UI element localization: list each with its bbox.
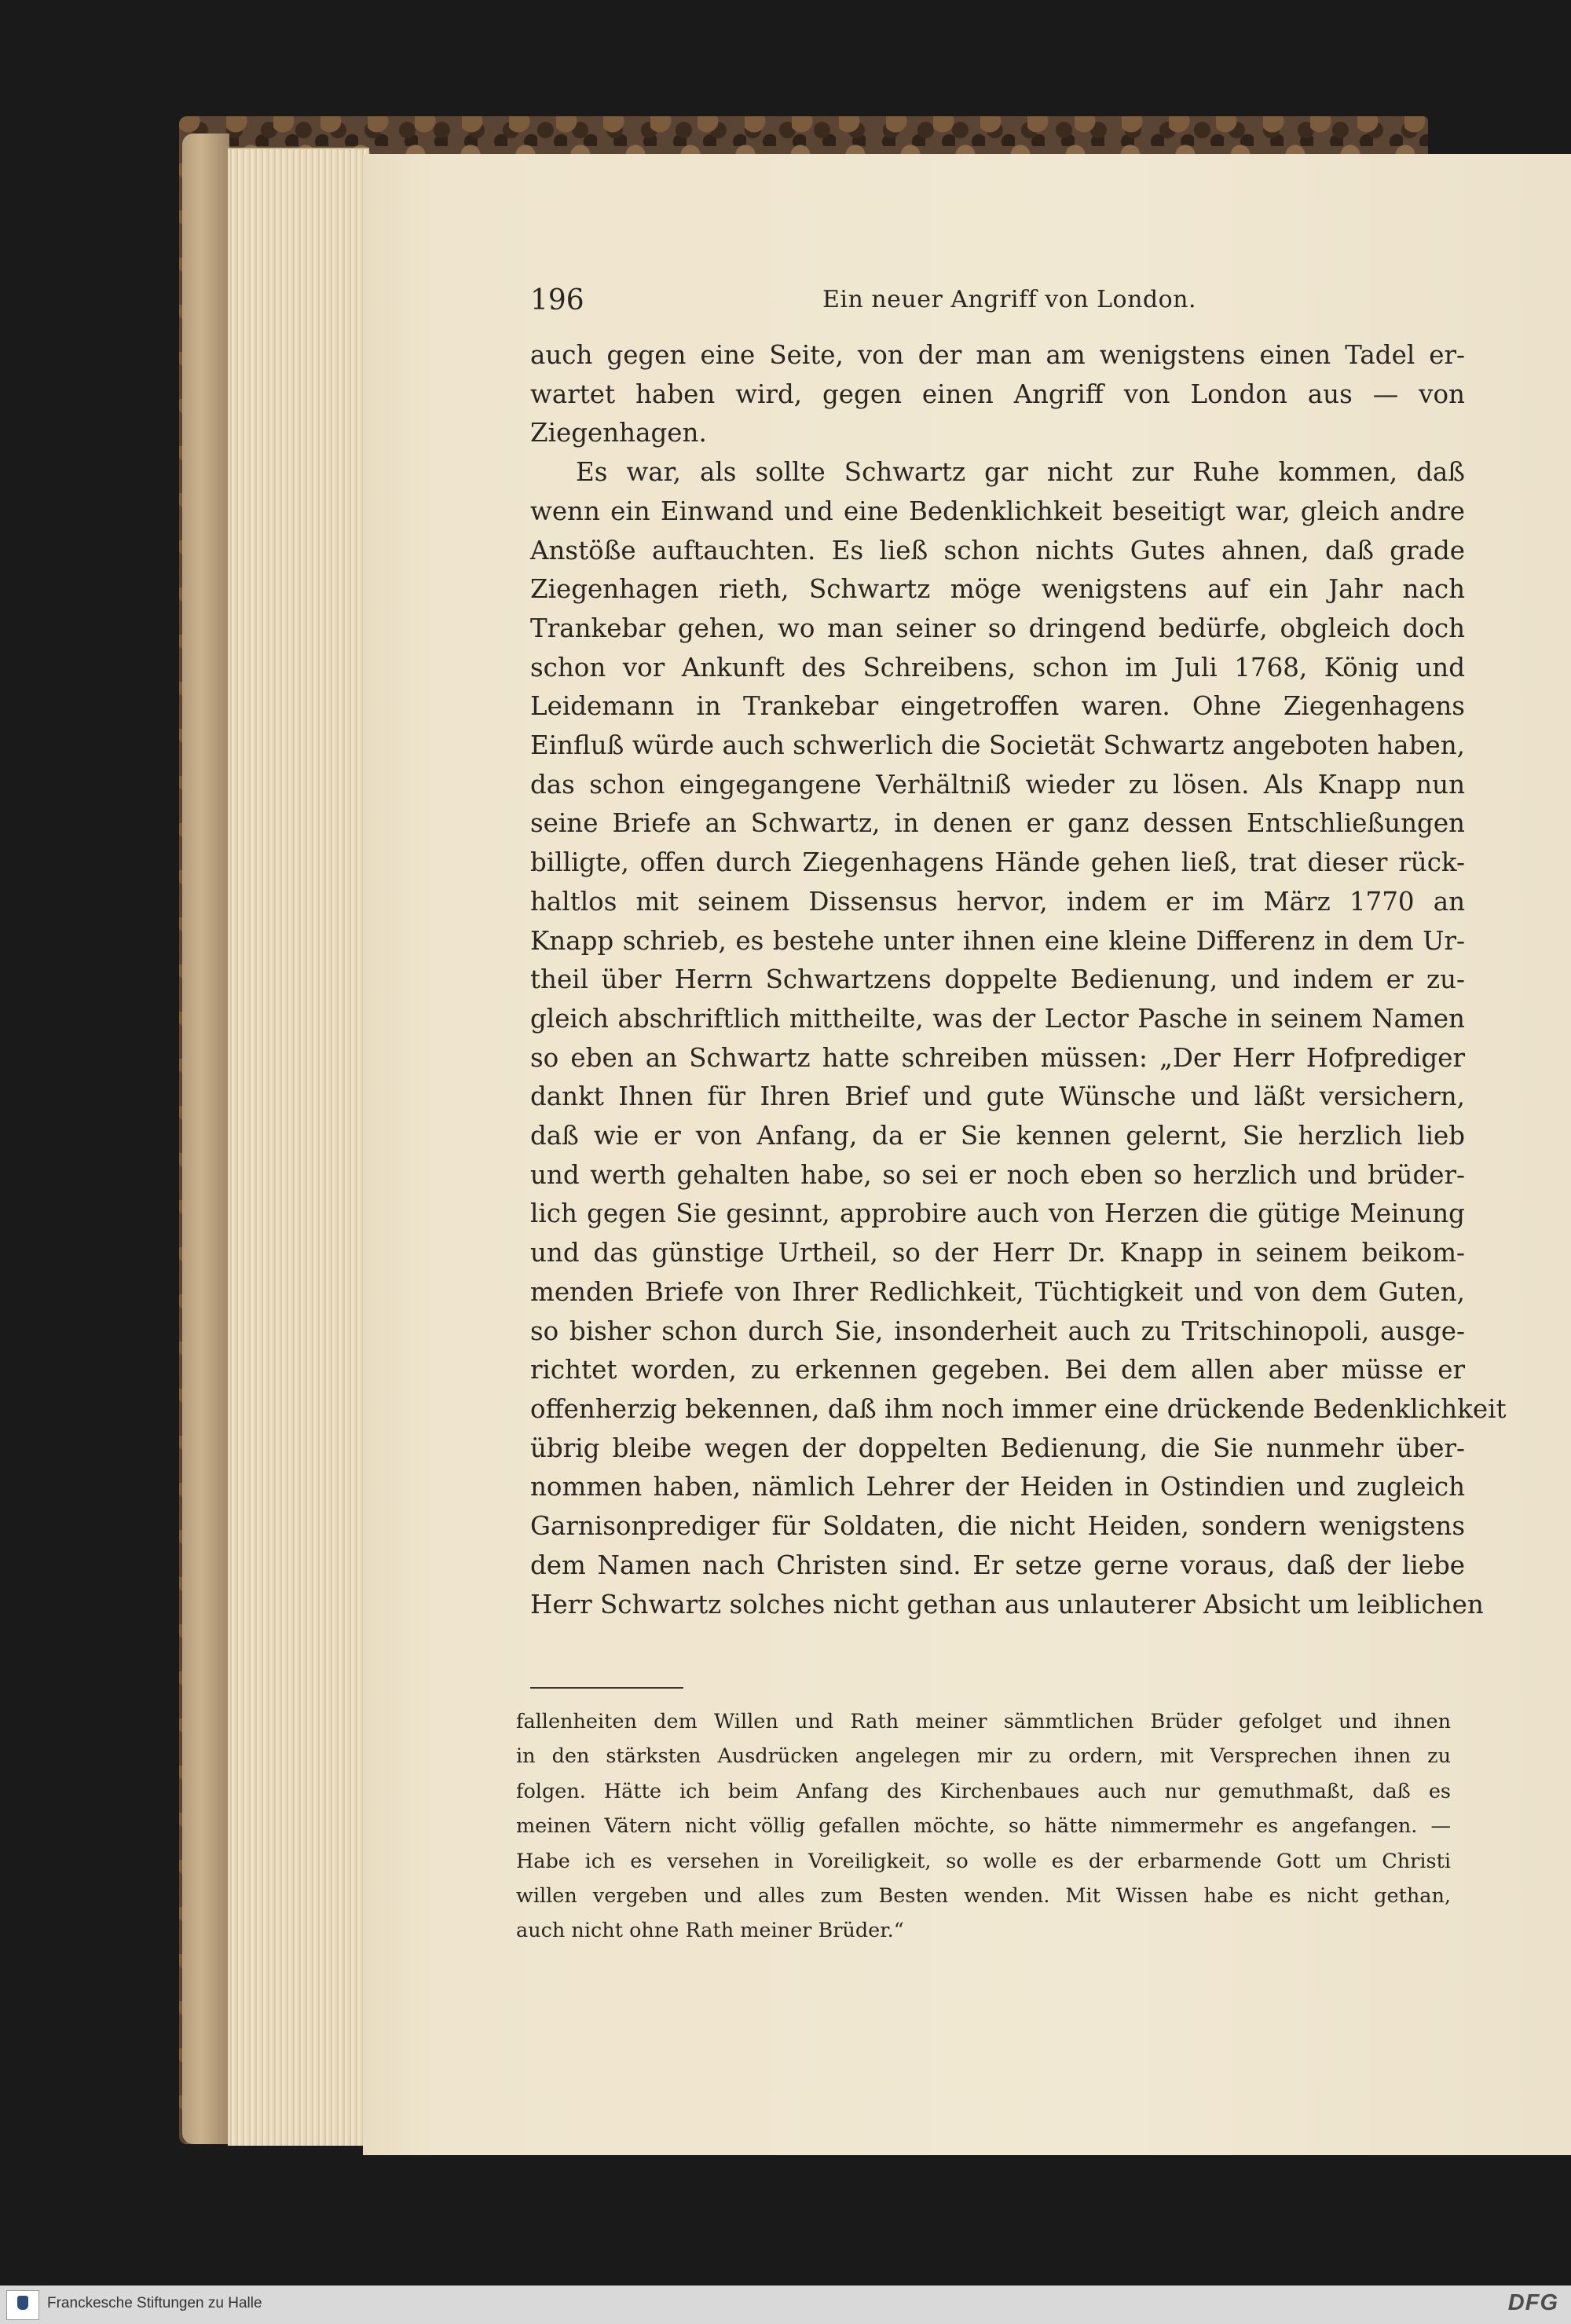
- body-line: Ziegenhagen rieth, Schwartz möge wenigstens auf ein Jahr nach: [530, 574, 1465, 605]
- body-line: übrig bleibe wegen der doppelten Bedienung, die Sie nunmehr über-: [530, 1433, 1465, 1463]
- footnote-line: willen vergeben und alles zum Besten wenden. Mit Wissen habe es nicht gethan,: [516, 1884, 1451, 1909]
- body-text: [530, 336, 1507, 1624]
- footnote-line: meinen Vätern nicht völlig gefallen möchte, so hätte nimmermehr es angefangen. —: [516, 1814, 1451, 1839]
- body-line: Einfluß würde auch schwerlich die Societät Schwartz angeboten haben,: [530, 730, 1465, 761]
- body-line: nommen haben, nämlich Lehrer der Heiden in Ostindien und zugleich: [530, 1472, 1465, 1502]
- body-line: Leidemann in Trankebar eingetroffen waren. Ohne Ziegenhagens: [530, 691, 1465, 722]
- body-line: Trankebar gehen, wo man seiner so dringend bedürfe, obgleich doch: [530, 613, 1465, 643]
- body-line: seine Briefe an Schwartz, in denen er ganz dessen Entschließungen: [530, 808, 1465, 839]
- book-spine-edge: [182, 134, 229, 2144]
- body-line: daß wie er von Anfang, da er Sie kennen gelernt, Sie herzlich lieb: [530, 1121, 1465, 1151]
- body-line: menden Briefe von Ihrer Redlichkeit, Tüchtigkeit und von dem Guten,: [530, 1276, 1465, 1307]
- body-line: Es war, als sollte Schwartz gar nicht zur Ruhe kommen, daß: [576, 457, 1465, 488]
- dfg-logo[interactable]: DFG: [1507, 2290, 1558, 2315]
- body-line: wartet haben wird, gegen einen Angriff von London aus — von: [530, 379, 1465, 409]
- body-line: schon vor Ankunft des Schreibens, schon im Juli 1768, König und: [530, 652, 1465, 683]
- body-line: Herr Schwartz solches nicht gethan aus unlauterer Absicht um leiblichen: [530, 1589, 1484, 1619]
- running-title: Ein neuer Angriff von London.: [822, 286, 1197, 313]
- footnote-line: folgen. Hätte ich beim Anfang des Kirchenbaues auch nur gemuthmaßt, daß es: [516, 1779, 1451, 1803]
- footnote-rule: [530, 1687, 683, 1689]
- body-line: Anstöße auftauchten. Es ließ schon nichts Gutes ahnen, daß grade: [530, 535, 1465, 565]
- page-stack: [228, 148, 369, 2146]
- institution-link[interactable]: Franckesche Stiftungen zu Halle: [47, 2295, 262, 2311]
- body-line: so eben an Schwartz hatte schreiben müssen: „Der Herr Hofprediger: [530, 1042, 1465, 1073]
- body-line: dem Namen nach Christen sind. Er setze gerne voraus, daß der liebe: [530, 1550, 1465, 1580]
- footnote-line: auch nicht ohne Rath meiner Brüder.“: [516, 1919, 904, 1943]
- body-line: auch gegen eine Seite, von der man am wenigstens einen Tadel er-: [530, 340, 1465, 370]
- footnote-line: in den stärksten Ausdrücken angelegen mir zu ordern, mit Versprechen ihnen zu: [516, 1744, 1451, 1769]
- body-line: theil über Herrn Schwartzens doppelte Bedienung, und indem er zu-: [530, 964, 1465, 995]
- institution-logo-icon[interactable]: [6, 2290, 39, 2320]
- body-line: gleich abschriftlich mittheilte, was der Lector Pasche in seinem Namen: [530, 1003, 1465, 1034]
- page-number: 196: [530, 284, 584, 317]
- footnote-line: fallenheiten dem Willen und Rath meiner sämmtlichen Brüder gefolget und ihnen: [516, 1710, 1451, 1733]
- viewer-footer: [0, 2286, 1571, 2324]
- page-header: [530, 284, 1465, 331]
- body-line: dankt Ihnen für Ihren Brief und gute Wünsche und läßt versichern,: [530, 1081, 1465, 1112]
- body-line: offenherzig bekennen, daß ihm noch immer eine drückende Bedenklichkeit: [530, 1393, 1507, 1424]
- body-line: so bisher schon durch Sie, insonderheit auch zu Tritschinopoli, ausge-: [530, 1316, 1465, 1346]
- body-line: billigte, offen durch Ziegenhagens Hände gehen ließ, trat dieser rück-: [530, 847, 1465, 878]
- body-line: und werth gehalten habe, so sei er noch eben so herzlich und brüder-: [530, 1159, 1465, 1190]
- body-line: Ziegenhagen.: [530, 418, 707, 448]
- footnote-line: Habe ich es versehen in Voreiligkeit, so wolle es der erbarmende Gott um Christi: [516, 1849, 1451, 1873]
- body-line: lich gegen Sie gesinnt, approbire auch von Herzen die gütige Meinung: [530, 1199, 1465, 1229]
- body-line: haltlos mit seinem Dissensus hervor, indem er im März 1770 an: [530, 886, 1465, 917]
- body-line: Garnisonprediger für Soldaten, die nicht Heiden, sondern wenigstens: [530, 1511, 1465, 1542]
- body-line: Knapp schrieb, es bestehe unter ihnen eine kleine Differenz in dem Ur-: [530, 925, 1465, 956]
- body-line: das schon eingegangene Verhältniß wieder zu lösen. Als Knapp nun: [530, 769, 1465, 800]
- body-line: richtet worden, zu erkennen gegeben. Bei dem allen aber müsse er: [530, 1355, 1465, 1385]
- body-line: wenn ein Einwand und eine Bedenklichkeit beseitigt war, gleich andre: [530, 496, 1465, 526]
- body-line: und das günstige Urtheil, so der Herr Dr. Knapp in seinem beikom-: [530, 1238, 1465, 1268]
- footnote: [516, 1704, 1451, 1949]
- page-text-block: [530, 284, 1507, 1624]
